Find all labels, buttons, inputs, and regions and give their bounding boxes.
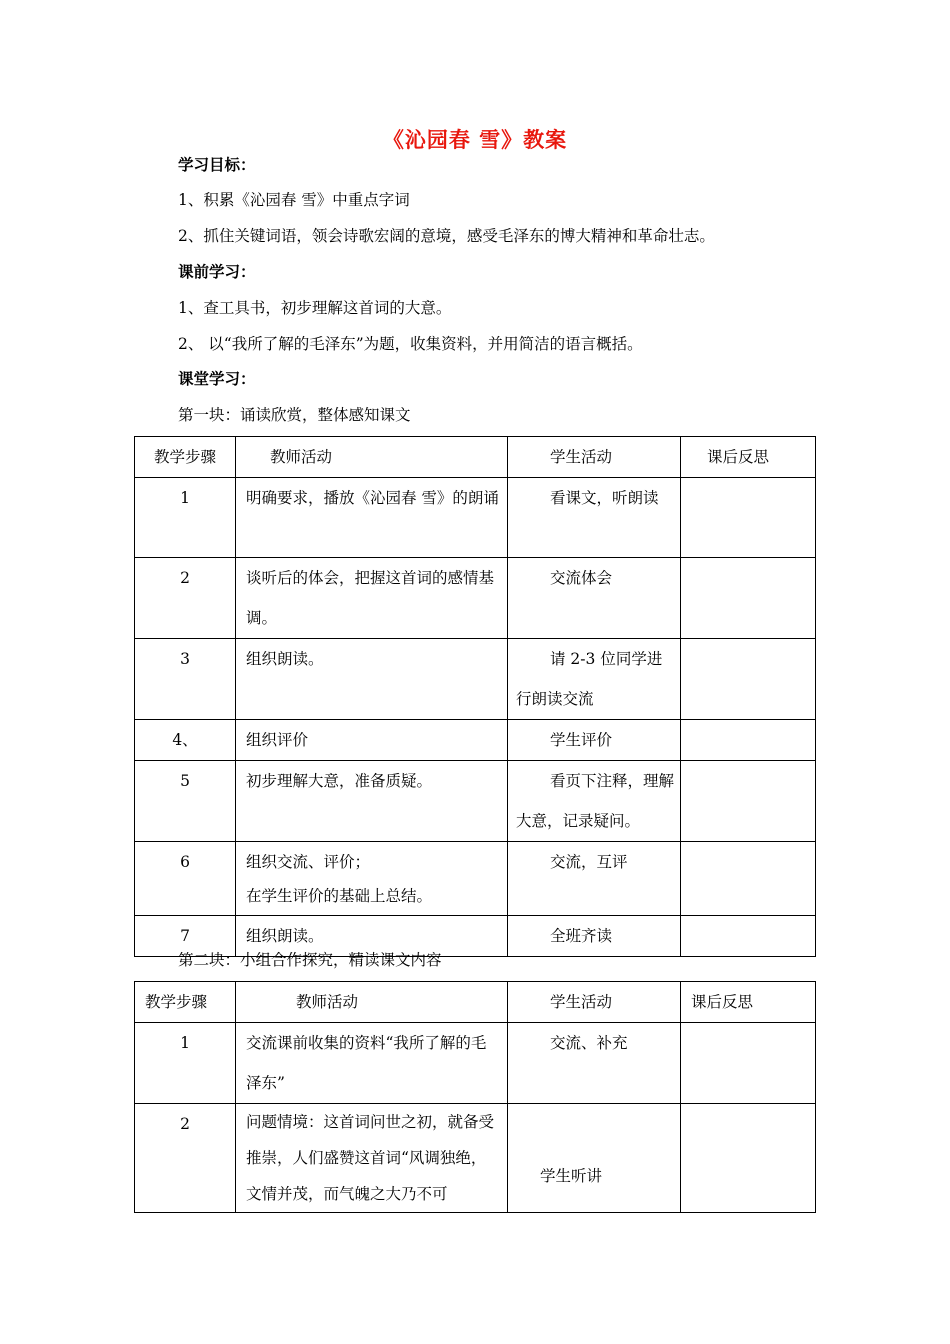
step-cell: 7: [135, 916, 236, 957]
student-cell: 全班齐读: [508, 916, 681, 957]
table-row: [135, 720, 816, 761]
pre-1: 1、查工具书，初步理解这首词的大意。: [178, 299, 452, 317]
teacher-cell: 明确要求，播放《沁园春 雪》的朗诵: [236, 478, 508, 558]
header-step: 教学步骤: [135, 982, 236, 1023]
student-cell: 看页下注释，理解大意，记录疑问。: [508, 761, 681, 842]
teacher-cell: [236, 842, 508, 916]
lesson-table-1: [134, 436, 816, 957]
goal-1: 1、积累《沁园春 雪》中重点字词: [178, 191, 410, 209]
teacher-cell: 组织朗读。: [236, 916, 508, 957]
reflect-cell: [681, 916, 816, 957]
step-cell: 1: [135, 478, 236, 558]
student-cell: 学生评价: [508, 720, 681, 761]
header-teacher: 教师活动: [236, 982, 508, 1023]
table-row: [135, 761, 816, 842]
table-row: [135, 558, 816, 639]
reflect-cell: [681, 842, 816, 916]
step-cell: 6: [135, 842, 236, 916]
teacher-cell: [236, 1104, 508, 1213]
goal-2: 2、抓住关键词语，领会诗歌宏阔的意境，感受毛泽东的博大精神和革命壮志。: [178, 227, 715, 245]
teacher-cell: 组织评价: [236, 720, 508, 761]
header-reflect: 课后反思: [681, 437, 816, 478]
reflect-cell: [681, 1104, 816, 1213]
table-header-row: [135, 437, 816, 478]
table-row: [135, 842, 816, 916]
header-teacher: 教师活动: [236, 437, 508, 478]
student-cell: 交流，互评: [508, 842, 681, 916]
reflect-cell: [681, 478, 816, 558]
reflect-cell: [681, 558, 816, 639]
step-cell: 5: [135, 761, 236, 842]
student-cell: 交流、补充: [508, 1023, 681, 1104]
student-cell: 交流体会: [508, 558, 681, 639]
header-student: 学生活动: [508, 982, 681, 1023]
reflect-cell: [681, 761, 816, 842]
reflect-cell: [681, 720, 816, 761]
header-step: 教学步骤: [135, 437, 236, 478]
teacher-text: 问题情境：这首词问世之初，就备受推崇，人们盛赞这首词“风调独绝，文情并茂，而气魄之大乃不可: [246, 1113, 495, 1203]
teacher-cell: 初步理解大意，准备质疑。: [236, 761, 508, 842]
step-cell: 1: [135, 1023, 236, 1104]
table-header-row: [135, 982, 816, 1023]
teacher-line-2: 在学生评价的基础上总结。: [246, 887, 433, 905]
section-goals-heading: 学习目标：: [178, 155, 256, 174]
table-row: [135, 478, 816, 558]
block2-title: 第二块：小组合作探究，精读课文内容: [178, 951, 442, 969]
student-cell: 看课文，听朗读: [508, 478, 681, 558]
block1-title: 第一块：诵读欣赏，整体感知课文: [178, 406, 411, 424]
table-row: [135, 1104, 816, 1213]
reflect-cell: [681, 1023, 816, 1104]
header-reflect: 课后反思: [681, 982, 816, 1023]
lesson-table-2: [134, 981, 816, 1213]
teacher-cell: 交流课前收集的资料“我所了解的毛泽东”: [236, 1023, 508, 1104]
step-cell: 2: [135, 558, 236, 639]
pre-2: 2、 以“我所了解的毛泽东”为题，收集资料，并用简洁的语言概括。: [178, 335, 643, 353]
section-pre-heading: 课前学习：: [178, 262, 256, 281]
table-row: [135, 1023, 816, 1104]
document-title: 《沁园春 雪》教案: [382, 127, 568, 152]
section-class-heading: 课堂学习：: [178, 369, 256, 388]
step-cell: 2: [135, 1104, 236, 1213]
teacher-cell: 组织朗读。: [236, 639, 508, 720]
teacher-line-1: 组织交流、评价；: [246, 853, 371, 871]
table-row: [135, 639, 816, 720]
header-student: 学生活动: [508, 437, 681, 478]
step-cell: 3: [135, 639, 236, 720]
reflect-cell: [681, 639, 816, 720]
step-cell: 4、: [135, 720, 236, 761]
student-cell: 请 2-3 位同学进行朗读交流: [508, 639, 681, 720]
teacher-cell: 谈听后的体会，把握这首词的感情基调。: [236, 558, 508, 639]
student-cell: 学生听讲: [508, 1104, 681, 1213]
